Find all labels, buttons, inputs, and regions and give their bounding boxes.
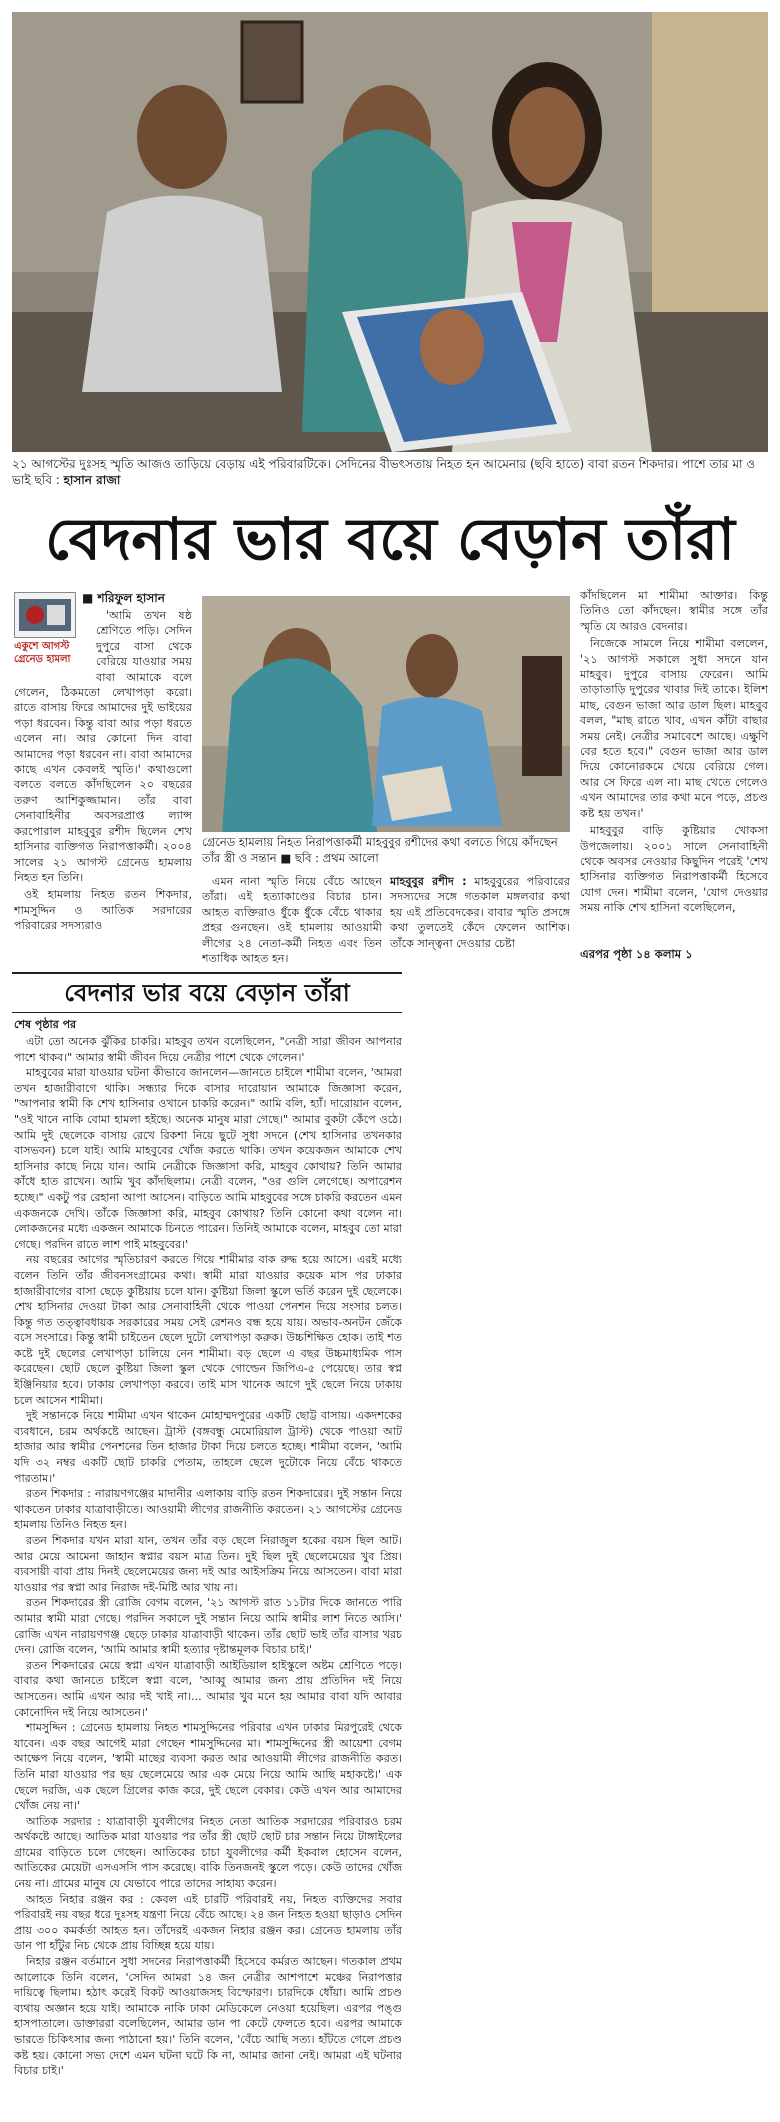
body-paragraph: আহত নিহার রঞ্জন কর : কেবল এই চারটি পরিবারই নয়, নিহত ব্যক্তিদের সবার পরিবারই নয় বছর ধরে দুঃসহ যন্ত্রণা নিয়ে বেঁচে আছে। ২৪ জন নিহত হওয়া ছাড়াও সেদিন প্রায় ৩০০ কমর্কর্তা আহত হন। তাঁদেরই একজন নিহার রঞ্জন কর। গ্রেনেড হামলায় তাঁর ডান পা হাঁটুর নিচ থেকে প্রায় বিচ্ছিন্ন হয়ে যায়।: [14, 1892, 402, 1953]
middle-right-body: মাহবুবুরের পরিবারের সদস্যদের সঙ্গে গতকাল মঙ্গলবার কথা হয় এই প্রতিবেদকের। বাবার স্মৃতি প্রসঙ্গে কথা তুলতেই কেঁদে ফেলেন আশিক। তাঁকে সান্ত্বনা দেওয়ার চেষ্টা: [390, 875, 570, 950]
inner-photo: [202, 596, 570, 832]
jump-from-label: শেষ পৃষ্ঠার পর: [14, 1018, 77, 1031]
body-paragraph: দুই সন্তানকে নিয়ে শামীমা এখন থাকেন মোহাম্মদপুরের একটি ছোট্ট বাসায়। একদশকের ব্যবধানে, চরম অর্থকষ্টে আছেন। ট্রাস্ট (বঙ্গবন্ধু মেমোরিয়াল ট্রাস্ট) থেকে পাওয়া আট হাজার আর স্বামীর পেনশনের তিন হাজার টাকা দিয়ে চলতে হচ্ছে। শামীমা বলেন, 'আমি যদি ৩২ নম্বর একটি ছোট চাকরি পেতাম, তাহলে ছেলে দুটোকে নিয়ে বেঁচে থাকতে পারতাম।': [14, 1409, 402, 1485]
column-3-paragraph: মাহবুবুর বাড়ি কুষ্টিয়ার খোকসা উপজেলায়। ২০০১ সালে সেনাবাহিনী থেকে অবসর নেওয়ার কিছুদিন পরেই 'শেখ হাসিনার ব্যক্তিগত নিরাপত্তাকর্মী হিসেবে যোগ দেন। শামীমা বলেন, 'যোগ দেওয়ার সময় নাকি শেখ হাসিনা বলেছিলেন,: [580, 824, 768, 915]
caption-credit-name: হাসান রাজা: [63, 473, 121, 487]
top-photo-caption: [12, 456, 768, 492]
column-1-paragraph: 'আমি তখন ষষ্ঠ শ্রেণিতে পড়ি। সেদিন দুপুরে বাসা থেকে বেরিয়ে যাওয়ার সময় বাবা আমাকে বলে গেলেন, ঠিকমতো লেখাপড়া করো। রাতে বাসায় ফিরে আমাদের দুই ভাইয়ের পড়া ধরবেন। কিন্তু বাবা আর পড়া ধরতে এলেন না। আর কোনো দিন বাবা আমাদের পড়া ধরবেন না। বাবা আমাদের কাছে এখন কেবলই স্মৃতি।' কথাগুলো বলতে বলতে কাঁদছিলেন ২০ বছরের তরুণ আশিকুজ্জামান। তাঁর বাবা সেনাবাহিনীর অবসরপ্রাপ্ত ল্যান্স করপোরাল মাহবুবুর রশীদ ছিলেন শেখ হাসিনার ব্যক্তিগত নিরাপত্তাকর্মী। ২০০৪ সালের ২১ আগস্ট গ্রেনেড হামলায় নিহত হন তিনি।: [14, 609, 192, 884]
body-paragraph: মাহবুবের মারা যাওয়ার ঘটনা কীভাবে জানলেন—জানতে চাইলে শামীমা বলেন, 'আমরা তখন হাজারীবাগে থাকি। সন্ধ্যার দিকে বাসার দারোয়ান আমাকে জিজ্ঞাসা করেন, "আপনার স্বামী কি শেখ হাসিনার ওখানে চাকরি করেন।" আমি বলি, হ্যাঁ। দারোয়ান বলেন, "ওই খানে নাকি বোমা হামলা হইছে। অনেক মানুষ মারা গেছে।" আমার বুকটা কেঁপে ওঠে। আমি দুই ছেলেকে বাসায় রেখে রিকশা নিয়ে ছুটে সুধা সদনে (শেখ হাসিনার তখনকার বাসভবন) চলে যাই। আমি মাহবুবের খোঁজ করতে থাকি। তখন কয়েকজন আমাকে শেখ হাসিনার কাছে নিয়ে যান। আমি নেত্রীকে জিজ্ঞাসা করি, মাহবুব কোথায়? তিনি আমার কাঁধে হাত রাখেন। আমি খুব কাঁদছিলাম। নেত্রী বলেন, "ওর গুলি লেগেছে। অপারেশন হচ্ছে।" একটু পর রেহানা আপা আসেন। বাড়িতে আমি মাহবুবের সঙ্গে চাকরি করতেন এমন একজনকে দেখি। তাঁকে জিজ্ঞাসা করি, মাহবুব কোথায়? তিনি কোনো কথা বলেন না। লোকজনের মধ্যে একজন আমাকে চিনতে পারেন। তিনিই আমাকে বলেন, মাহবুব তো মারা গেছে। পরদিন রাতে লাশ পাই মাহবুবের।': [14, 1066, 402, 1251]
inner-caption-credit-marker: ■: [280, 851, 295, 865]
caption-text: ২১ আগস্টের দুঃসহ স্মৃতি আজও তাড়িয়ে বেড়ায় এই পরিবারটিকে। সেদিনের বীভৎসতায় নিহত হন আমেনার (ছবি হাতে) বাবা রতন শিকদার। পাশে তার মা ও ভাই: [12, 457, 756, 487]
body-paragraph: নিহার রঞ্জন বর্তমানে সুধা সদনের নিরাপত্তাকর্মী হিসেবে কর্মরত আছেন। গতকাল প্রথম আলোকে তিনি বলেন, 'সেদিন আমরা ১৪ জন নেত্রীর আশপাশে মঞ্চের নিরাপত্তার দায়িত্বে ছিলাম। হঠাৎ করেই বিকট আওয়াজসহ বিস্ফোরণ। চারদিকে ধোঁয়া। আমি প্রচণ্ড ব্যথায় অজ্ঞান হয়ে যাই। আমাকে নাকি ঢাকা মেডিকেলে নেওয়া হয়েছিল। এরপর পঙ্গু হাসপাতালে। ডাক্তাররা বলেছিলেন, আমার ডান পা কেটে ফেলতে হবে। এরপর আমাকে ভারতে চিকিৎসার জন্য পাঠানো হয়।' তিনি বলেন, 'বেঁচে আছি সত্য। হাঁটতে গেলে প্রচণ্ড কষ্ট হয়। কোনো সভ্য দেশে এমন ঘটনা ঘটে কি না, আমার জানা নেই। আমরা এই ঘটনার বিচার চাই।': [14, 1955, 402, 2078]
byline-name: শরিফুল হাসান: [97, 591, 165, 605]
body-paragraph: রতন শিকদারের মেয়ে স্বপ্না এখন যাত্রাবাড়ী আইডিয়াল হাইস্কুলে অষ্টম শ্রেণিতে পড়ে। বাবার কথা জানতে চাইলে স্বপ্না বলে, 'আব্বু আমার জন্য প্রায় প্রতিদিন দই নিয়ে আসতেন। আমি এখন আর দই খাই না।... আমার খুব মনে হয় আমার বাবা যদি আবার কোনোদিন দই নিয়ে আসতেন।': [14, 1658, 402, 1719]
family-photo-illustration: [12, 12, 768, 452]
column-1-paragraph: ওই হামলায় নিহত রতন শিকদার, শামসুদ্দিন ও আতিক সরদারের পরিবারের সদস্যরাও: [14, 888, 192, 933]
body-paragraph: এটা তো অনেক ঝুঁকির চাকরি। মাহবুব তখন বলেছিলেন, "নেত্রী সারা জীবন আপনার পাশে থাকব।" আমার স্বামী জীবন দিয়ে নেত্রীর পাশে থেকে গেলেন।': [14, 1035, 402, 1064]
jump-bottom-rule: [12, 1012, 402, 1013]
top-photo: [12, 12, 768, 452]
middle-left-paragraph: এমন নানা স্মৃতি নিয়ে বেঁচে আছেন তাঁরা। এই হত্যাকাণ্ডের বিচার চান। আহত ব্যক্তিরাও ধুঁকে ধুঁকে বেঁচে থাকার প্রহর গুনছেন। ওই হামলায় আওয়ামী লীগের ২৪ নেতা-কর্মী নিহত এবং তিন শতাধিক আহত হন।: [202, 875, 382, 966]
mother-son-photo-illustration: [202, 596, 570, 832]
byline-marker: ■: [82, 591, 98, 605]
body-paragraph: রতন শিকদার : নারায়ণগঞ্জের মাদানীর এলাকায় বাড়ি রতন শিকদারের। দুই সন্তান নিয়ে থাকতেন ঢাকার যাত্রাবাড়ীতে। আওয়ামী লীগের রাজনীতি করতেন। ২১ আগস্টের গ্রেনেড হামলায় তিনিও নিহত হন।: [14, 1487, 402, 1532]
byline: [82, 590, 192, 608]
column-3-paragraph: কাঁদছিলেন মা শামীমা আক্তার। কিন্তু তিনিও তো কাঁদছেন। স্বামীর সঙ্গে তাঁর স্মৃতি যে আরও বেদনার।: [580, 589, 768, 633]
inner-photo-caption: [202, 834, 570, 870]
jump-top-rule: [12, 972, 402, 974]
continued-on-page: এরপর পৃষ্ঠা ১৪ কলাম ১: [580, 947, 693, 961]
column-1: [14, 608, 192, 966]
jump-headline: বেদনার ভার বয়ে বেড়ান তাঁরা: [64, 978, 350, 1007]
column-3-paragraph: নিজেকে সামলে নিয়ে শামীমা বললেন, '২১ আগস্ট সকালে সুধা সদনে যান মাহবুব। দুপুরে বাসায় ফেরেন। আমি তাড়াতাড়ি দুপুরের খাবার দিই তাকে। ইলিশ মাছ, বেগুন ভাজা আর ডাল ছিল। মাহবুব বলল, "মাছ রাতে খাব, এখন কাঁটা বাছার সময় নেই। নেত্রীর সমাবেশে আছে। এক্ষুণি বের হতে হবে।" বেগুন ভাজা আর ডাল দিয়ে কোনোরকমে খেয়ে বেরিয়ে গেল। আর সে ফিরে এল না। মাছ খেতে গেলেও এখন আমাদের তার কথা মনে পড়ে, প্রচণ্ড কষ্ট হয় তখন।': [580, 637, 768, 820]
body-paragraph: নয় বছরের আগের স্মৃতিচারণ করতে গিয়ে শামীমার বাক রুদ্ধ হয়ে আসে। এরই মধ্যে বলেন তিনি তাঁর জীবনসংগ্রামের কথা। স্বামী মারা যাওয়ার কয়েক মাস পর ঢাকার হাজারীবাগের বাসা ছেড়ে কুষ্টিয়ায় চলে যান। কুষ্টিয়া জিলা স্কুলে ভর্তি করেন দুই ছেলেকে। শেখ হাসিনার দেওয়া টাকা আর সেনাবাহিনী থেকে পাওয়া পেনশন দিয়ে সংসার চলত। কিন্তু গত তত্ত্বাবধায়ক সরকারের সময় সেই রেশনও বন্ধ হয়ে যায়। অভাব-অনটন জেঁকে বসে সংসারে। কিন্তু স্বামী চাইতেন ছেলে দুটো লেখাপড়া করুক। উচ্চশিক্ষিত হোক। তাই শত কষ্টে দুই ছেলের লেখাপড়া চালিয়ে নেন শামীমা। বড় ছেলে এ বছর উচ্চমাধ্যমিক পাস করেছেন। ছোট ছেলে কুষ্টিয়া জিলা স্কুল থেকে গোল্ডেন জিপিএ-৫ পেয়েছে। তার স্বপ্ন ইঞ্জিনিয়ার হবে। ঢাকায় লেখাপড়া করবে। তাই মাস খানেক আগে দুই ছেলে নিয়ে ঢাকায় চলে আসেন শামীমা।: [14, 1253, 402, 1407]
middle-right-text: [390, 874, 570, 966]
caption-credit-label: ছবি :: [34, 473, 60, 487]
body-paragraph: রতন শিকদার যখন মারা যান, তখন তাঁর বড় ছেলে নিরাজুল হকের বয়স ছিল আট। আর মেয়ে আমেনা জাহান স্বপ্নার বয়স মাত্র তিন। দুই ছিল দুই ছেলেমেয়ের খুব প্রিয়। ব্যবসায়ী বাবা প্রায় দিনই ছেলেমেয়ের জন্য দই আর আইসক্রিম নিয়ে আসতেন। বাবা মারা যাওয়ার পর স্বপ্না আর নিরাজ দই-মিষ্টি আর খায় না।: [14, 1534, 402, 1594]
column-1-float-spacer: [14, 608, 96, 674]
section-tag-line1: একুশে আগস্ট: [14, 641, 70, 652]
inner-caption-text: গ্রেনেড হামলায় নিহত নিরাপত্তাকর্মী মাহবুবুর রশীদের কথা বলতে গিয়ে কাঁদছেন তাঁর স্ত্রী ও সন্তান: [202, 835, 558, 865]
jump-body: [14, 1034, 402, 2114]
middle-right-paragraph: [390, 874, 570, 951]
body-paragraph: আতিক সরদার : যাত্রাবাড়ী যুবলীগের নিহত নেতা আতিক সরদারের পরিবারও চরম অর্থকষ্টে আছে। আতিক মারা যাওয়ার পর তাঁর স্ত্রী ছোট ছোট চার সন্তান নিয়ে টাঙ্গাইলের গ্রামের বাড়িতে চলে গেছেন। আতিকের চাচা যুবলীগের কর্মী ইকবাল হোসেন বলেন, আতিকের মেয়েটা এসএসসি পাস করেছে। বাকি তিনজনই স্কুলে পড়ে। কেউ তাদের খোঁজ নেয় না। গ্রামের মানুষ যে যেভাবে পারে তাদের সাহায্য করেন।: [14, 1814, 402, 1891]
body-paragraph: রতন শিকদারের স্ত্রী রোজি বেগম বলেন, '২১ আগস্ট রাত ১১টার দিকে জানতে পারি আমার স্বামী মারা গেছে। পরদিন সকালে দুই সন্তান নিয়ে আমি স্বামীর লাশ নিতে আসি।' রোজি এখন নারায়ণগঞ্জ ছেড়ে ঢাকার যাত্রাবাড়ী থাকেন। তাঁর ছোট ভাই তাঁর বাসার খরচ দেন। রোজি বলেন, 'আমি আমার স্বামী হত্যার দৃষ্টান্তমূলক বিচার চাই।': [14, 1596, 402, 1657]
inner-caption-credit: ছবি : প্রথম আলো: [294, 851, 379, 865]
middle-left-text: [202, 874, 382, 966]
main-headline: বেদনার ভার বয়ে বেড়ান তাঁরা: [45, 505, 735, 573]
middle-right-lead: মাহবুবুর রশীদ :: [390, 875, 467, 888]
column-3: [580, 588, 768, 944]
section-tag-line2: গ্রেনেড হামলা: [14, 654, 71, 665]
body-paragraph: শামসুদ্দিন : গ্রেনেড হামলায় নিহত শামসুদ্দিনের পরিবার এখন ঢাকার মিরপুরেই থেকে যাবেন। এক বছর আগেই মারা গেছেন শামসুদ্দিনের মা। শামসুদ্দিনের স্ত্রী আয়েশা বেগম আক্ষেপ নিয়ে বলেন, 'স্বামী মাছের ব্যবসা করত আর আওয়ামী লীগের রাজনীতি করত। তিনি মারা যাওয়ার পর ছয় ছেলেমেয়ে আর এক মেয়ে নিয়ে আমি আছি মহাকষ্টে।' এক ছেলে দরজি, এক ছেলে গ্রিলের কাজ করে, দুই ছেলে বেকার। কেউ এখন আর আমাদের খোঁজ নেয় না।': [14, 1721, 402, 1813]
